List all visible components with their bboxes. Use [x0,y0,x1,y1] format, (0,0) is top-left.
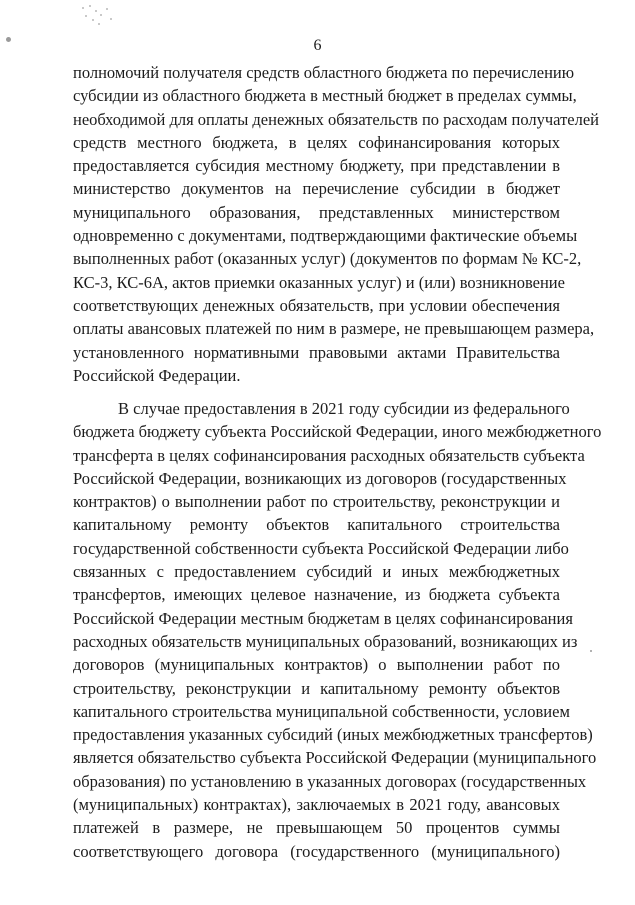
text-line: капитального строительства муниципальной собственности, условием [73,701,570,721]
text-line: строительству, реконструкции и капитальному ремонту объектов [73,678,560,698]
scan-speck [590,650,592,652]
text-line: муниципального образования, представленных министерством [73,202,560,222]
text-line: соответствующего договора (государственного (муниципального) [73,841,560,861]
text-line: одновременно с документами, подтверждающими фактические объемы [73,226,578,246]
page-number: 6 [313,37,322,54]
paragraph-advance-payments [73,397,602,863]
text-line: Российской Федерации местным бюджетам в целях софинансирования [73,608,573,628]
text-line: оплаты авансовых платежей по ним в размере, не превышающем размера, [73,319,595,339]
text-line: средств местного бюджета, в целях софинансирования которых [73,132,560,152]
text-line: государственной собственности субъекта Российской Федерации либо [73,538,569,558]
text-line: трансферта в целях софинансирования расходных обязательств субъекта [73,445,585,465]
text-line: (муниципальных) контрактах), заключаемых в 2021 году, авансовых [73,795,560,815]
text-line: Российской Федерации. [73,365,241,385]
text-line: контрактов) о выполнении работ по строительству, реконструкции и [73,492,560,512]
text-line: КС-3, КС-6А, актов приемки оказанных услуг) и (или) возникновение [73,272,565,292]
text-line: предоставляется субсидия местному бюджету, при представлении в [73,156,560,176]
text-line: соответствующих денежных обязательств, при условии обеспечения [73,295,560,315]
text-line: бюджета бюджету субъекта Российской Федерации, иного межбюджетного [73,422,602,442]
text-line: необходимой для оплаты денежных обязательств по расходам получателей [73,109,599,129]
text-line: платежей в размере, не превышающем 50 процентов суммы [73,818,560,838]
text-line: расходных обязательств муниципальных образований, возникающих из [73,631,578,651]
text-line: предоставления указанных субсидий (иных межбюджетных трансфертов) [73,725,593,745]
text-line: субсидии из областного бюджета в местный бюджет в пределах суммы, [73,86,577,106]
text-line: образования) по установлению в указанных договорах (государственных [73,771,587,791]
text-line: является обязательство субъекта Российской Федерации (муниципального [73,748,597,768]
text-line: трансфертов, имеющих целевое назначение, из бюджета субъекта [73,585,560,605]
text-line: установленного нормативными правовыми актами Правительства [73,342,560,362]
text-line: договоров (муниципальных контрактов) о выполнении работ по [73,655,560,675]
text-line: В случае предоставления в 2021 году субсидии из федерального [118,399,570,418]
text-line: Российской Федерации, возникающих из договоров (государственных [73,468,567,488]
text-line: капитальному ремонту объектов капитального строительства [73,515,560,535]
scan-artifact [80,4,120,30]
text-line: связанных с предоставлением субсидий и иных межбюджетных [73,562,560,582]
paragraph-continuation [73,61,599,387]
text-line: министерство документов на перечисление субсидии в бюджет [73,179,560,199]
text-line: выполненных работ (оказанных услуг) (документов по формам № КС-2, [73,249,582,269]
text-line: полномочий получателя средств областного бюджета по перечислению [73,63,575,82]
